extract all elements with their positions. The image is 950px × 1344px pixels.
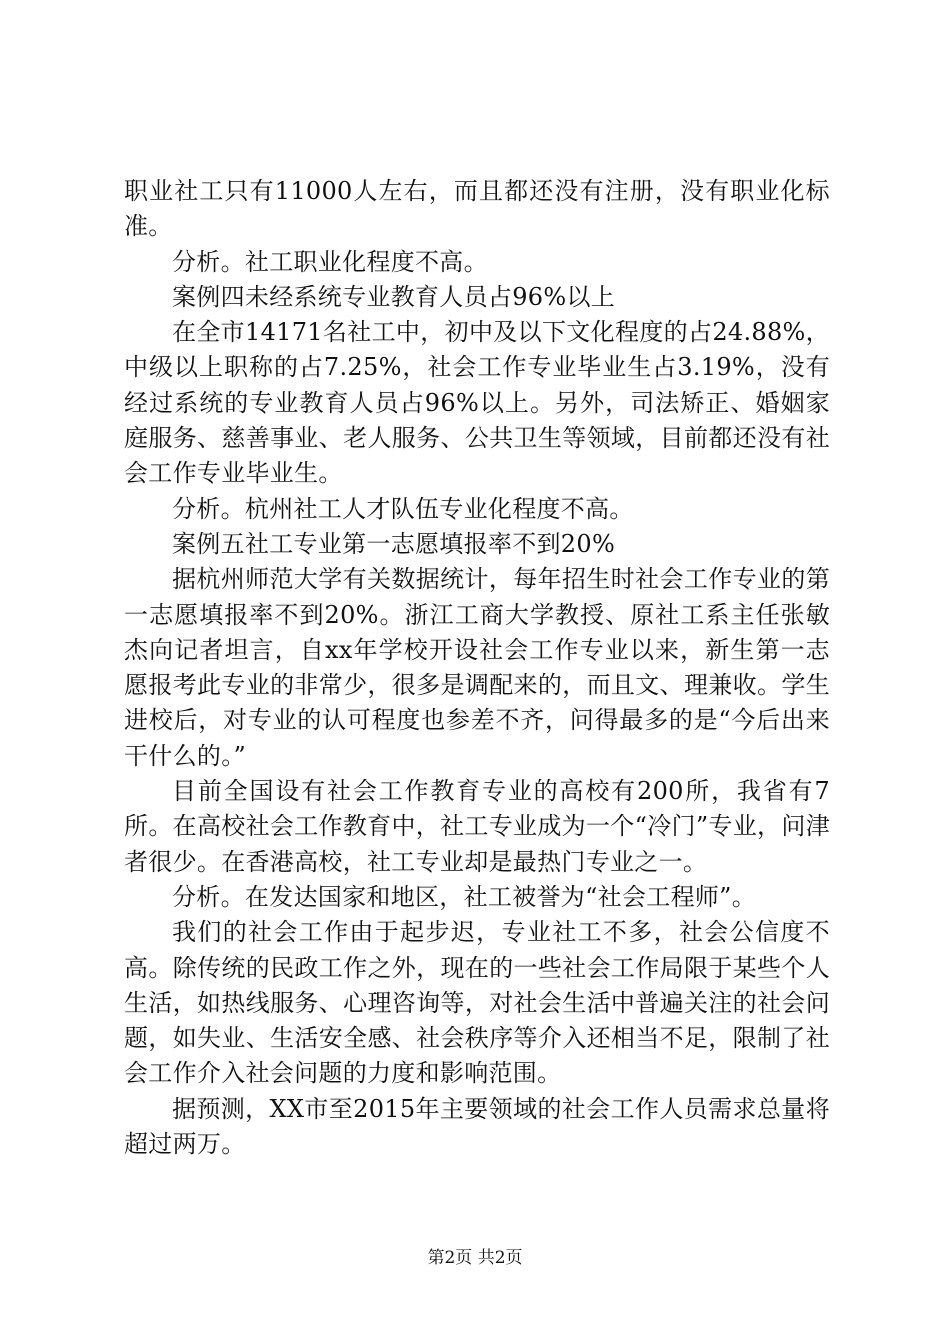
paragraph-case-5-heading: 案例五社工专业第一志愿填报率不到20% bbox=[172, 529, 616, 558]
page-number-footer: 第2页 共2页 bbox=[427, 1248, 523, 1268]
paragraph-continuation: 职业社工只有11000人左右，而且都还没有注册，没有职业化标准。 bbox=[124, 177, 830, 241]
document-body bbox=[124, 174, 830, 1162]
paragraph-analysis-2: 分析。杭州社工人才队伍专业化程度不高。 bbox=[172, 494, 634, 523]
paragraph-case-4-heading: 案例四未经系统专业教育人员占96%以上 bbox=[172, 282, 616, 311]
paragraph-discussion: 我们的社会工作由于起步迟，专业社工不多，社会公信度不高。除传统的民政工作之外，现在的一些社会工作局限于某些个人生活，如热线服务、心理咨询等，对社会生活中普遍关注的社会问题，如失业、生活安全感、社会秩序等介入还相当不足，限制了社会工作介入社会问题的力度和影响范围。 bbox=[124, 918, 830, 1088]
paragraph-national-schools: 目前全国设有社会工作教育专业的高校有200所，我省有7所。在高校社会工作教育中，社工专业成为一个“冷门”专业，问津者很少。在香港高校，社工专业却是最热门专业之一。 bbox=[124, 777, 830, 876]
paragraph-analysis-3: 分析。在发达国家和地区，社工被誉为“社会工程师”。 bbox=[172, 882, 757, 911]
paragraph-case-5-body: 据杭州师范大学有关数据统计，每年招生时社会工作专业的第一志愿填报率不到20%。浙江工商大学教授、原社工系主任张敏杰向记者坦言，自xx年学校开设社会工作专业以来，新生第一志愿报考此专业的非常少，很多是调配来的，而且文、理兼收。学生进校后，对专业的认可程度也参差不齐，问得最多的是“今后出来干什么的。” bbox=[124, 565, 830, 770]
paragraph-forecast: 据预测，XX市至2015年主要领域的社会工作人员需求总量将超过两万。 bbox=[124, 1094, 830, 1159]
paragraph-case-4-body: 在全市14171名社工中，初中及以下文化程度的占24.88%，中级以上职称的占7.25%，社会工作专业毕业生占3.19%，没有经过系统的专业教育人员占96%以上。另外，司法矫正、婚姻家庭服务、慈善事业、老人服务、公共卫生等领域，目前都还没有社会工作专业毕业生。 bbox=[124, 318, 830, 488]
paragraph-analysis-1: 分析。社工职业化程度不高。 bbox=[172, 247, 488, 276]
